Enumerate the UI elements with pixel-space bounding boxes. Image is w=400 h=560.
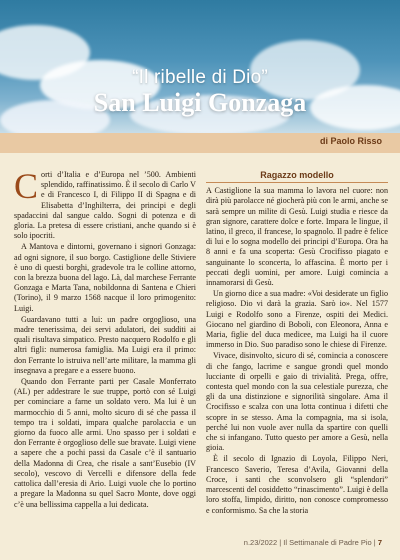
paragraph: A Mantova e dintorni, governano i signori Gonzaga: ad ogni signore, il suo borgo. Castiglione delle Stiviere è uno di questi borghi, gradevole tra le colline attorno, con la brezza buona del lago. Là, dal marchese Ferrante Gonzaga e Marta Tana, nobildonna di Santena e Chieri (Torino), il 9 marzo 1568 nacque il loro primogenito: Luigi. bbox=[14, 242, 196, 313]
sky-header-image bbox=[0, 0, 400, 133]
footer-separator: | bbox=[279, 538, 282, 547]
magazine-name: Il Settimanale di Padre Pio bbox=[283, 538, 372, 547]
right-column bbox=[206, 170, 388, 517]
section-rule bbox=[206, 182, 388, 183]
page-number: 7 bbox=[377, 538, 382, 547]
paragraph: Guardavano tutti a lui: un padre orgoglioso, una madre tenerissima, dei servi adulatori, dei sudditi ai quali risultava simpatico. Presto nacquero Rodolfo e gli altri figli: numerosa famiglia. Ma Luigi era il primo: don Ferrante lo istruiva nell’arte militare, la mamma gli insegnava a pregare e a essere buono. bbox=[14, 314, 196, 375]
paragraph: È il secolo di Ignazio di Loyola, Filippo Neri, Francesco Saverio, Teresa d’Avila, Giovanni della Croce, i santi che sconvolsero gli “splendori” marcescenti del cosiddetto “rinascimento”. Luigi è della loro stoffa, limpido, diritto, non conosce compromesso e conformismo. Sa che la storia bbox=[206, 454, 388, 515]
section-heading: Ragazzo modello bbox=[260, 170, 334, 180]
page-footer bbox=[0, 538, 400, 547]
paragraph: A Castiglione la sua mamma lo lavora nel cuore: non dirà più parolacce né giocherà più con le armi, anche se sarà sempre un milite di Gesù. Luigi studia e riesce da gran signore, carattere dolce e forte. Impara le lingue, il latino, il greco, il francese, lo spagnolo. Il padre è felice di lui e lo sogna modello dei principi d’Europa. Ora ha 8 anni e fa una scoperta: Gesù Crocifisso piagato e sanguinante lo sconcerta, lo affascina. È morto per i peccati degli uomini, per amore. Luigi comincia a innamorarsi di Gesù. bbox=[206, 186, 388, 288]
issue-number: n.23/2022 bbox=[243, 538, 278, 547]
article-kicker: “Il ribelle di Dio” bbox=[132, 67, 268, 88]
left-column bbox=[14, 166, 196, 511]
article-title: San Luigi Gonzaga bbox=[93, 88, 307, 117]
author-band bbox=[0, 133, 400, 153]
paragraph: Un giorno dice a sua madre: «Voi desiderate un figlio religioso. Dio vi darà la grazia. Sarò io». Nel 1577 Luigi e Rodolfo sono a Firenze, ospiti dei Medici. Giocano nel giardino di Boboli, con Eleonora, Anna e Maria, figlie del duca medicee, ma Luigi ha il cuore immerso in Dio. Suo paradiso sono le chiese di Firenze. bbox=[206, 289, 388, 350]
footer-separator: | bbox=[373, 538, 376, 547]
paragraph: Quando don Ferrante parti per Casale Monferrato (AL) per addestrare le sue truppe, portò con sé Luigi per cominciare a farne un soldato vero. Ma lui è un marmocchio di 5 anni, molto sicuro di sé che passa il tempo tra i soldati, impara qualche parolaccia e un giorno da fuoco alle armi. Uno spasso per i soldati e don Ferrante è orgoglioso delle sue bravate. Luigi viene a sapere che a pochi passi da Casale c’è il santuario della Madonna di Crea, che risale a sant’Eusebio (IV secolo), vescovo di Vercelli e difensore della fede cattolica dall’eresia di Ario. Luigi vuole che lo portino a pregare la Madonna su quel Sacro Monte, dove oggi c’è una bellissima cappella a lui dedicata. bbox=[14, 377, 196, 509]
author-byline: di Paolo Risso bbox=[319, 136, 382, 146]
drop-cap: C bbox=[14, 166, 39, 206]
paragraph: Vivace, disinvolto, sicuro di sé, comincia a conoscere di che fango, lacrime e sangue grondi quel mondo lucciante di orpelli e gaio di trivialità. Prega, offre, contesta quel mondo con la sua celestiale purezza, che gli da una distinzione e signorilità singolare. Ama il Crocifisso e scalza con una lotta continua i difetti che scopre in se stesso. Ama la compagnia, ma si isola, perché lui non vuole aver nulla da spartire con quelli che si infangano. Tutto questo per amore a Gesù, nella gioia. bbox=[206, 351, 388, 453]
paragraph: Corti d’Italia e d’Europa nel ’500. Ambienti splendido, raffinatissimo. È il secolo di Carlo V e di Francesco I, di Filippo II di Spagna e di Elisabetta d’Inghilterra, dei principi e degli spadaccini dal sangue caldo. Sogni di potenza e di gloria. La pretesa di essere cristiani, anche quando si è solo ipocriti. bbox=[14, 166, 196, 241]
